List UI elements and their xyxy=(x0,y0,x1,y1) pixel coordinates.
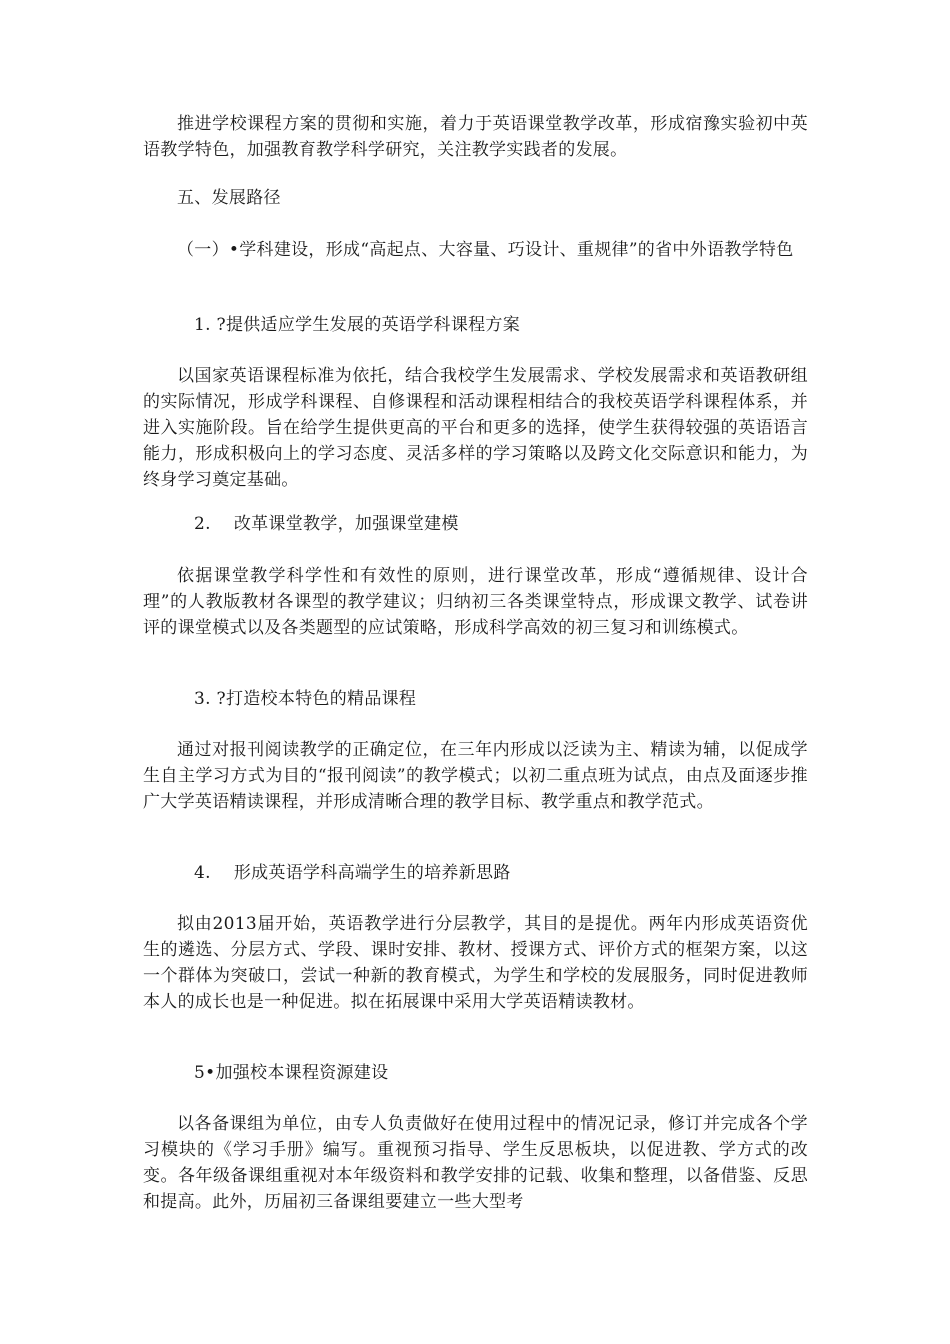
subsection-heading-subject-building: （一）•学科建设，形成“高起点、大容量、巧设计、重规律”的省中外语教学特色 xyxy=(177,240,794,260)
item-heading-1: 1. ?提供适应学生发展的英语学科课程方案 xyxy=(194,315,521,335)
item-heading-5: 5•加强校本课程资源建设 xyxy=(194,1063,389,1083)
paragraph-tiered-teaching: 拟由2013届开始，英语教学进行分层教学，其目的是提优。两年内形成英语资优生的遴选、分层方式、学段、课时安排、教材、授课方式、评价方式的框架方案，以这一个群体为突破口，尝试一种新的教育模式，为学生和学校的发展服务，同时促进教师本人的成长也是一种促进。拟在拓展课中采用大学英语精读教材。 xyxy=(143,914,808,1012)
paragraph-classroom-reform: 依据课堂教学科学性和有效性的原则，进行课堂改革，形成“遵循规律、设计合理”的人教版教材各课型的教学建议；归纳初三各类课堂特点，形成课文教学、试卷讲评的课堂模式以及各类题型的应试策略，形成科学高效的初三复习和训练模式。 xyxy=(143,566,808,638)
paragraph-resources: 以各备课组为单位，由专人负责做好在使用过程中的情况记录，修订并完成各个学习模块的《学习手册》编写。重视预习指导、学生反思板块，以促进教、学方式的改变。各年级备课组重视对本年级资料和教学安排的记载、收集和整理，以备借鉴、反思和提高。此外，历届初三备课组要建立一些大型考 xyxy=(143,1114,808,1212)
paragraph-curriculum: 以国家英语课程标准为依托，结合我校学生发展需求、学校发展需求和英语教研组的实际情况，形成学科课程、自修课程和活动课程相结合的我校英语学科课程体系，并进入实施阶段。旨在给学生提供更高的平台和更多的选择，使学生获得较强的英语语言能力，形成积极向上的学习态度、灵活多样的学习策略以及跨文化交际意识和能力，为终身学习奠定基础。 xyxy=(143,366,808,490)
paragraph-reading-course: 通过对报刊阅读教学的正确定位，在三年内形成以泛读为主、精读为辅，以促成学生自主学习方式为目的“报刊阅读”的教学模式；以初二重点班为试点，由点及面逐步推广大学英语精读课程，并形成清晰合理的教学目标、教学重点和教学范式。 xyxy=(143,740,808,812)
section-heading-development-path: 五、发展路径 xyxy=(177,188,281,208)
item-heading-4: 4. 形成英语学科高端学生的培养新思路 xyxy=(194,863,511,883)
paragraph-intro: 推进学校课程方案的贯彻和实施，着力于英语课堂教学改革，形成宿豫实验初中英语教学特色，加强教育教学科学研究，关注教学实践者的发展。 xyxy=(143,114,808,160)
item-heading-3: 3. ?打造校本特色的精品课程 xyxy=(194,689,417,709)
item-heading-2: 2. 改革课堂教学，加强课堂建模 xyxy=(194,514,459,534)
